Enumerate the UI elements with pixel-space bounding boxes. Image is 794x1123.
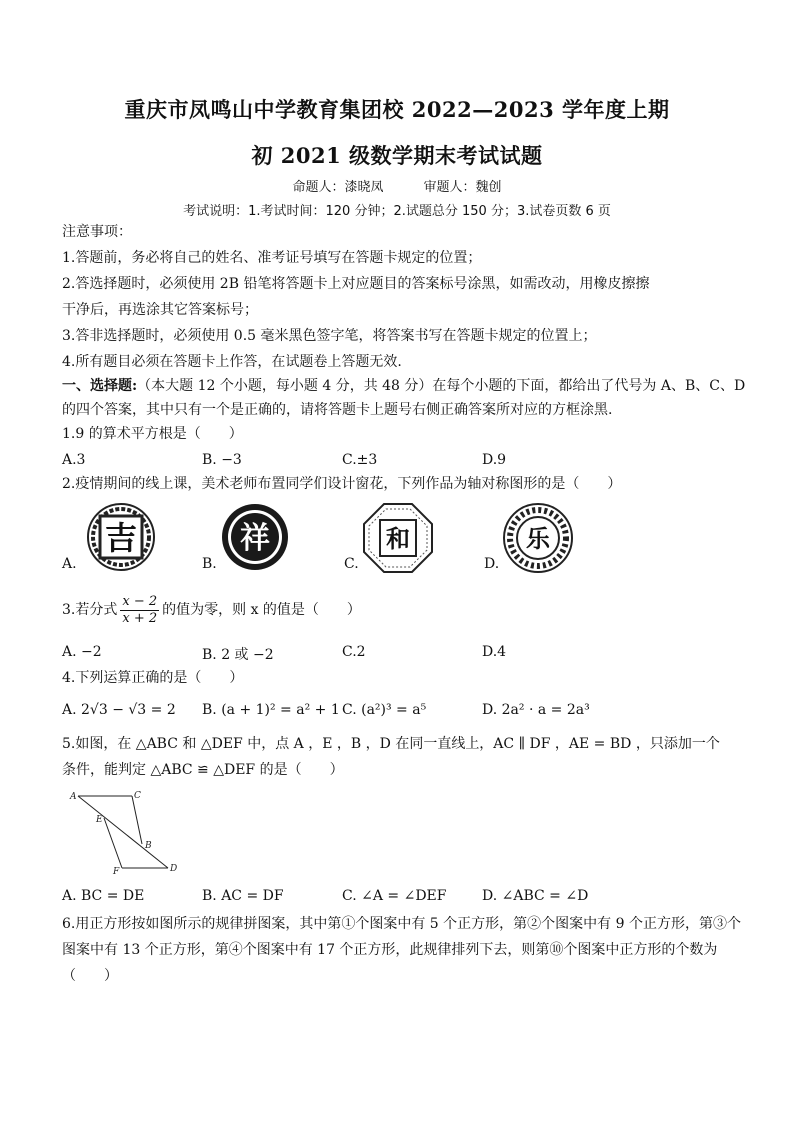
q2-option-a: A. bbox=[62, 556, 77, 572]
q5-triangle-figure bbox=[66, 788, 186, 876]
papercut-ji-char: 吉 bbox=[104, 519, 138, 557]
papercut-le-icon bbox=[502, 502, 574, 574]
papercut-he-icon bbox=[362, 502, 434, 574]
fig-label-a: A bbox=[70, 792, 77, 802]
q3-fraction bbox=[120, 594, 159, 627]
fig-label-c: C bbox=[134, 791, 141, 801]
q6-stem-line3: （ ） bbox=[62, 968, 118, 984]
q3-stem-post: 的值为零，则 x 的值是（ ） bbox=[162, 602, 361, 618]
q4-options bbox=[62, 702, 752, 724]
q4-stem: 4.下列运算正确的是（ ） bbox=[62, 670, 244, 686]
q3-stem-pre: 3.若分式 bbox=[62, 602, 118, 618]
q5-stem-line1: 5.如图，在 △ABC 和 △DEF 中，点 A ，E ，B ，D 在同一直线上，AC ∥ DF ，AE = BD ，只添加一个 bbox=[62, 736, 720, 752]
fig-label-e: E bbox=[96, 815, 103, 825]
papercut-ji-icon bbox=[86, 502, 156, 572]
q1-option-a: A.3 bbox=[62, 452, 86, 468]
q2-stem: 2.疫情期间的线上课，美术老师布置同学们设计窗花，下列作品为轴对称图形的是（ ） bbox=[62, 476, 622, 492]
q2-option-b: B. bbox=[202, 556, 217, 572]
q5-stem-line2: 条件，能判定 △ABC ≌ △DEF 的是（ ） bbox=[62, 762, 344, 778]
papercut-he-char: 和 bbox=[386, 525, 410, 553]
exam-title-line1: 重庆市凤鸣山中学教育集团校 2022—2023 学年度上期 bbox=[124, 97, 670, 122]
q3-options bbox=[62, 644, 752, 666]
q4-option-c: C. (a²)³ = a⁵ bbox=[342, 702, 427, 718]
section1-desc1: （本大题 12 个小题，每小题 4 分，共 48 分）在每个小题的下面，都给出了代号为 A、B、C、D bbox=[137, 378, 746, 394]
q3-denominator: x + 2 bbox=[122, 610, 158, 626]
q1-options bbox=[62, 452, 752, 474]
q5-option-b: B. AC = DF bbox=[202, 888, 284, 904]
papercut-xiang-char: 祥 bbox=[240, 521, 270, 556]
notice-item-1: 1.答题前，务必将自己的姓名、准考证号填写在答题卡规定的位置； bbox=[62, 250, 482, 266]
section1-desc2: 的四个答案，其中只有一个是正确的，请将答题卡上题号右侧正确答案所对应的方框涂黑. bbox=[62, 402, 613, 418]
notice-item-3: 3.答非选择题时，必须使用 0.5 毫米黑色签字笔，将答案书写在答题卡规定的位置上； bbox=[62, 328, 597, 344]
q3-option-d: D.4 bbox=[482, 644, 507, 660]
q2-option-c: C. bbox=[344, 556, 359, 572]
q6-stem-line2: 图案中有 13 个正方形，第④个图案中有 17 个正方形，此规律排列下去，则第⑩个图案中正方形的个数为 bbox=[62, 942, 718, 958]
q5-options bbox=[62, 888, 752, 910]
exam-authors bbox=[0, 176, 794, 195]
section1-line1 bbox=[62, 376, 746, 396]
papercut-le-char: 乐 bbox=[526, 525, 550, 553]
reviewer-label: 审题人：魏创 bbox=[423, 180, 502, 195]
q2-option-d: D. bbox=[484, 556, 500, 572]
notice-item-2b: 干净后，再选涂其它答案标号； bbox=[62, 302, 258, 318]
q5-option-c: C. ∠A = ∠DEF bbox=[342, 888, 447, 904]
fig-label-d: D bbox=[170, 864, 178, 874]
q5-option-d: D. ∠ABC = ∠D bbox=[482, 888, 589, 904]
notice-item-2a: 2.答选择题时，必须使用 2B 铅笔将答题卡上对应题目的答案标号涂黑，如需改动，用橡皮擦擦 bbox=[62, 276, 650, 292]
q3-stem bbox=[62, 592, 734, 628]
q3-option-c: C.2 bbox=[342, 644, 366, 660]
section1-label: 一、选择题: bbox=[62, 378, 138, 394]
fig-label-f: F bbox=[113, 867, 120, 876]
q3-option-a: A. −2 bbox=[62, 644, 102, 660]
fig-label-b: B bbox=[145, 841, 152, 851]
setter-label: 命题人：漆晓凤 bbox=[292, 180, 384, 195]
q1-option-d: D.9 bbox=[482, 452, 507, 468]
q4-option-b: B. (a + 1)² = a² + 1 bbox=[202, 702, 340, 718]
q3-numerator: x − 2 bbox=[122, 593, 158, 609]
notice-item-4: 4.所有题目必须在答题卡上作答，在试题卷上答题无效. bbox=[62, 354, 402, 370]
q1-option-c: C.±3 bbox=[342, 452, 378, 468]
q4-option-d: D. 2a² · a = 2a³ bbox=[482, 702, 590, 718]
papercut-xiang-icon bbox=[220, 502, 290, 572]
q2-options bbox=[62, 502, 752, 580]
q5-option-a: A. BC = DE bbox=[62, 888, 145, 904]
q4-option-a: A. 2√3 − √3 = 2 bbox=[62, 702, 176, 718]
q6-stem-line1: 6.用正方形按如图所示的规律拼图案，其中第①个图案中有 5 个正方形，第②个图案中有 9 个正方形，第③个 bbox=[62, 916, 741, 932]
exam-title-line2: 初 2021 级数学期末考试试题 bbox=[251, 143, 543, 168]
q3-option-b: B. 2 或 −2 bbox=[202, 647, 274, 663]
exam-note: 考试说明：1.考试时间：120 分钟；2.试题总分 150 分；3.试卷页数 6 页 bbox=[183, 204, 611, 219]
q1-stem: 1.9 的算术平方根是（ ） bbox=[62, 426, 243, 442]
q1-option-b: B. −3 bbox=[202, 452, 242, 468]
notice-heading: 注意事项： bbox=[62, 224, 132, 240]
